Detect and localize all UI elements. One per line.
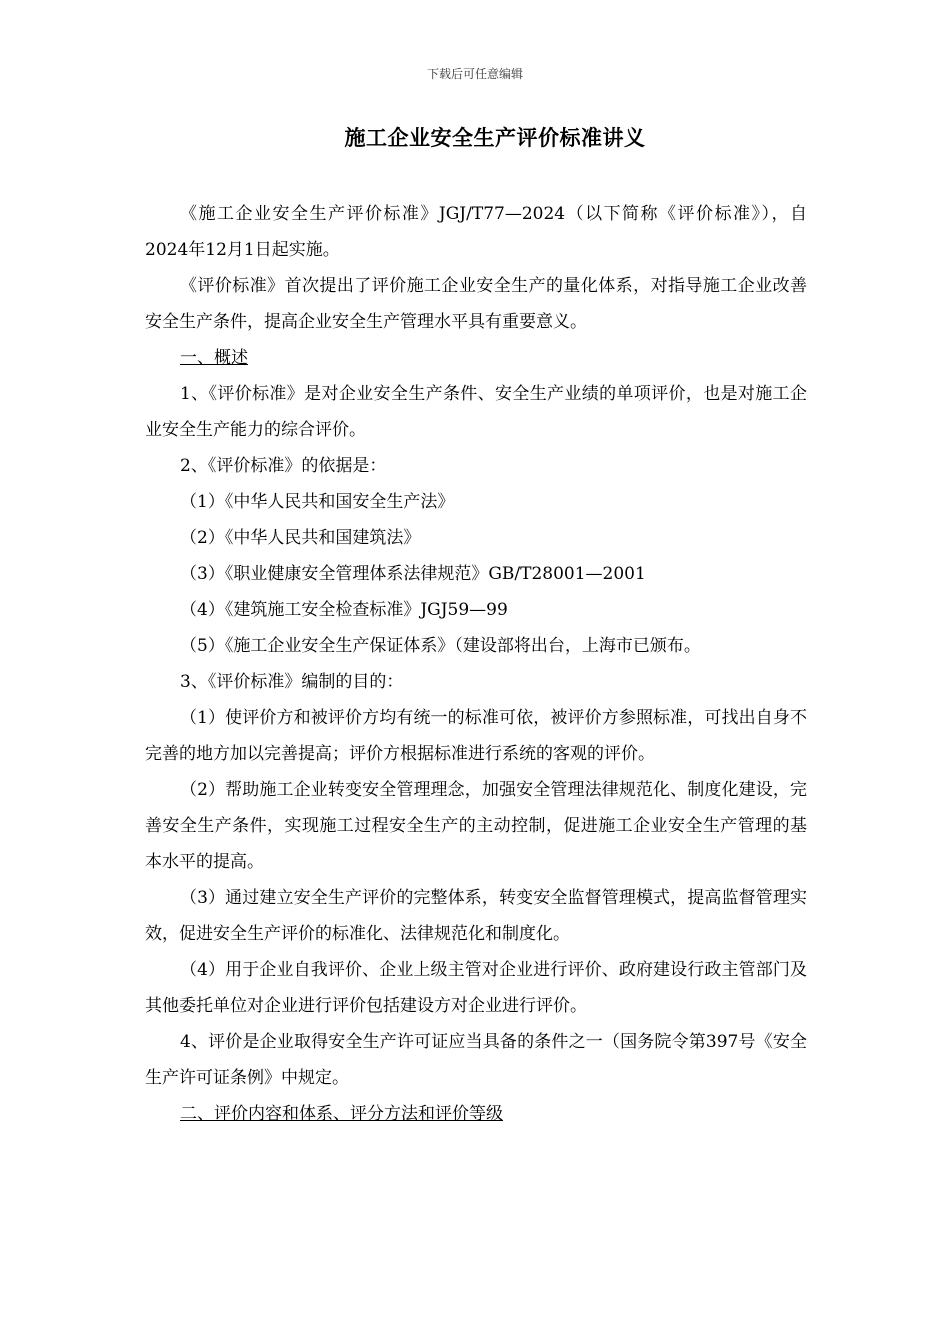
document-title: 施工企业安全生产评价标准讲义 <box>344 125 646 150</box>
section-heading-overview <box>145 340 807 376</box>
paragraph-item-3: 3、《评价标准》编制的目的： <box>180 672 404 692</box>
section-heading-evaluation <box>145 1096 807 1132</box>
paragraph-intro: 《施工企业安全生产评价标准》JGJ/T77—2024（以下简称《评价标准》），自2024年12月1日起实施。 <box>145 204 807 260</box>
purpose-list-item-3: （3）通过建立安全生产评价的完整体系，转变安全监督管理模式，提高监督管理实效，促进安全生产评价的标准化、法律规范化和制度化。 <box>145 888 807 944</box>
paragraph-significance: 《评价标准》首次提出了评价施工企业安全生产的量化体系，对指导施工企业改善安全生产条件，提高企业安全生产管理水平具有重要意义。 <box>145 276 807 332</box>
paragraph-item-4: 4、评价是企业取得安全生产许可证应当具备的条件之一（国务院令第397号《安全生产许可证条例》中规定。 <box>145 1032 807 1088</box>
basis-list-item-1: （1）《中华人民共和国安全生产法》 <box>180 492 455 512</box>
basis-list-item-2: （2）《中华人民共和国建筑法》 <box>180 528 421 548</box>
document-body <box>145 196 807 1132</box>
purpose-list-item-1: （1）使评价方和被评价方均有统一的标准可依，被评价方参照标准，可找出自身不完善的地方加以完善提高；评价方根据标准进行系统的客观的评价。 <box>145 708 807 764</box>
basis-list-item-5: （5）《施工企业安全生产保证体系》（建设部将出台，上海市已颁布。 <box>180 636 701 656</box>
purpose-list-item-2: （2）帮助施工企业转变安全管理理念，加强安全管理法律规范化、制度化建设，完善安全生产条件，实现施工过程安全生产的主动控制，促进施工企业安全生产管理的基本水平的提高。 <box>145 780 807 872</box>
section-heading-overview-text: 一、概述 <box>180 348 248 368</box>
purpose-list-item-4: （4）用于企业自我评价、企业上级主管对企业进行评价、政府建设行政主管部门及其他委托单位对企业进行评价包括建设方对企业进行评价。 <box>145 960 807 1016</box>
page-header-note: 下载后可任意编辑 <box>426 67 523 81</box>
paragraph-item-2: 2、《评价标准》的依据是： <box>180 456 387 476</box>
paragraph-item-1: 1、《评价标准》是对企业安全生产条件、安全生产业绩的单项评价，也是对施工企业安全生产能力的综合评价。 <box>145 384 807 440</box>
basis-list-item-3: （3）《职业健康安全管理体系法律规范》GB/T28001—2001 <box>180 564 646 584</box>
basis-list-item-4: （4）《建筑施工安全检查标准》JGJ59—99 <box>180 600 508 620</box>
section-heading-evaluation-text: 二、评价内容和体系、评分方法和评价等级 <box>180 1104 503 1124</box>
